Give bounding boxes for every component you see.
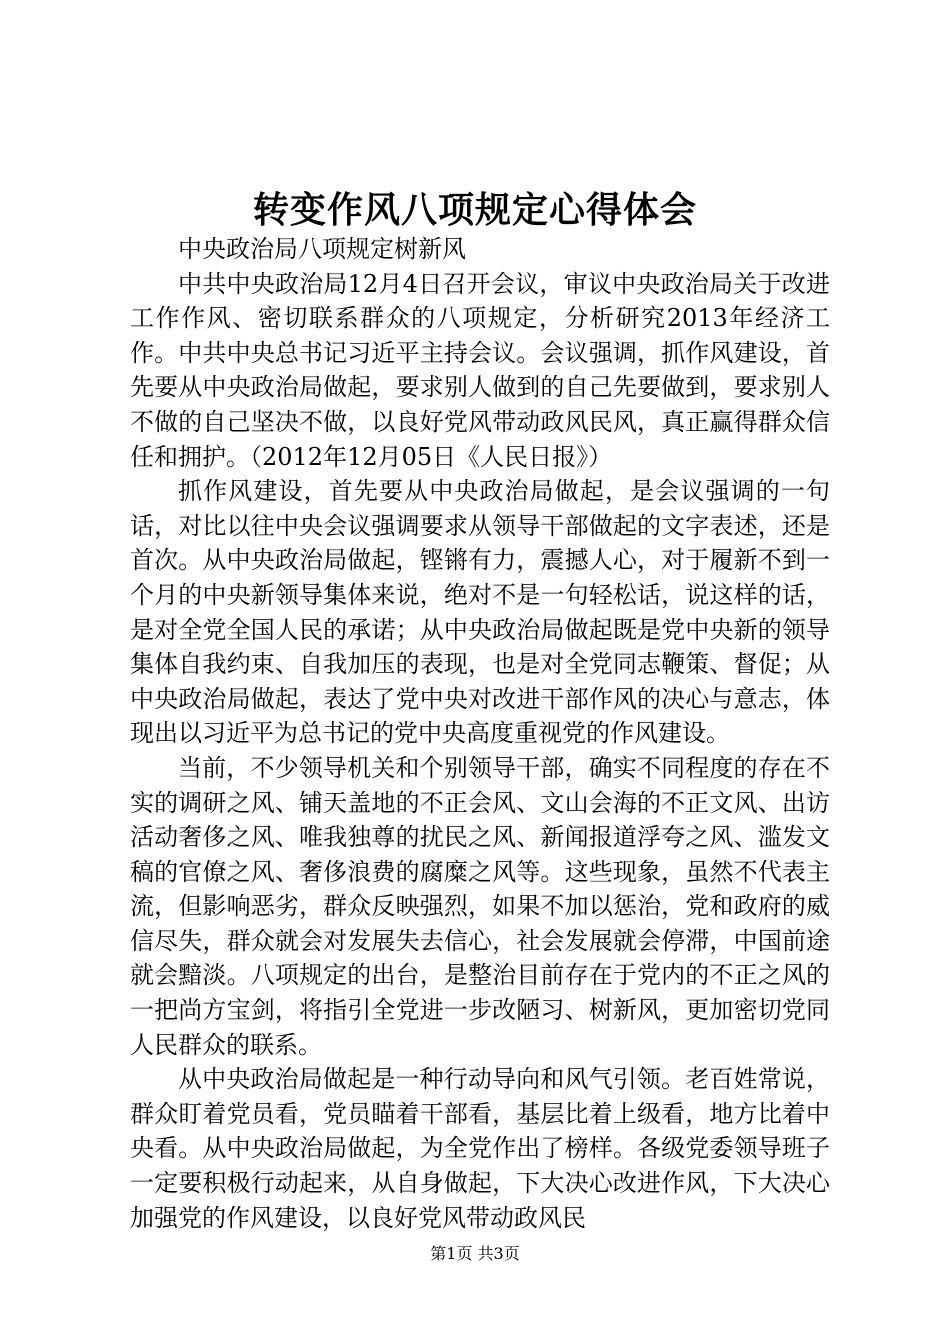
paragraph: 当前，不少领导机关和个别领导干部，确实不同程度的存在不实的调研之风、铺天盖地的不正会风、文山会海的不正文风、出访活动奢侈之风、唯我独尊的扰民之风、新闻报道浮夸之风、滥发文稿的官僚之风、奢侈浪费的腐糜之风等。这些现象，虽然不代表主流，但影响恶劣，群众反映强烈，如果不加以惩治，党和政府的威信尽失，群众就会对发展失去信心，社会发展就会停滞，中国前途就会黯淡。八项规定的出台，是整治目前存在于党内的不正之风的一把尚方宝剑，将指引全党进一步改陋习、树新风，更加密切党同人民群众的联系。 xyxy=(130,753,830,1059)
paragraph-subtitle: 中央政治局八项规定树新风 xyxy=(178,235,466,263)
page-number-footer: 第1页 共3页 xyxy=(430,1244,520,1263)
paragraph: 抓作风建设，首先要从中央政治局做起，是会议强调的一句话，对比以往中央会议强调要求从领导干部做起的文字表述，还是首次。从中央政治局做起，铿锵有力，震撼人心，对于履新不到一个月的中央新领导集体来说，绝对不是一句轻松话，说这样的话，是对全党全国人民的承诺；从中央政治局做起既是党中央新的领导集体自我约束、自我加压的表现，也是对全党同志鞭策、督促；从中央政治局做起，表达了党中央对改进干部作风的决心与意志，体现出以习近平为总书记的党中央高度重视党的作风建设。 xyxy=(130,477,830,748)
paragraph: 从中央政治局做起是一种行动导向和风气引领。老百姓常说，群众盯着党员看，党员瞄着干部看，基层比着上级看，地方比着中央看。从中央政治局做起，为全党作出了榜样。各级党委领导班子一定要积极行动起来，从自身做起，下大决心改进作风，下大决心加强党的作风建设，以良好党风带动政风民 xyxy=(130,1065,830,1232)
document-body xyxy=(130,232,830,1235)
paragraph: 中共中央政治局12月4日召开会议，审议中央政治局关于改进工作作风、密切联系群众的八项规定，分析研究2013年经济工作。中共中央总书记习近平主持会议。会议强调，抓作风建设，首先要从中央政治局做起，要求别人做到的自己先要做到，要求别人不做的自己坚决不做，以良好党风带动政风民风，真正赢得群众信任和拥护。（2012年12月05日《人民日报》） xyxy=(130,269,830,471)
document-title: 转变作风八项规定心得体会 xyxy=(252,189,697,231)
